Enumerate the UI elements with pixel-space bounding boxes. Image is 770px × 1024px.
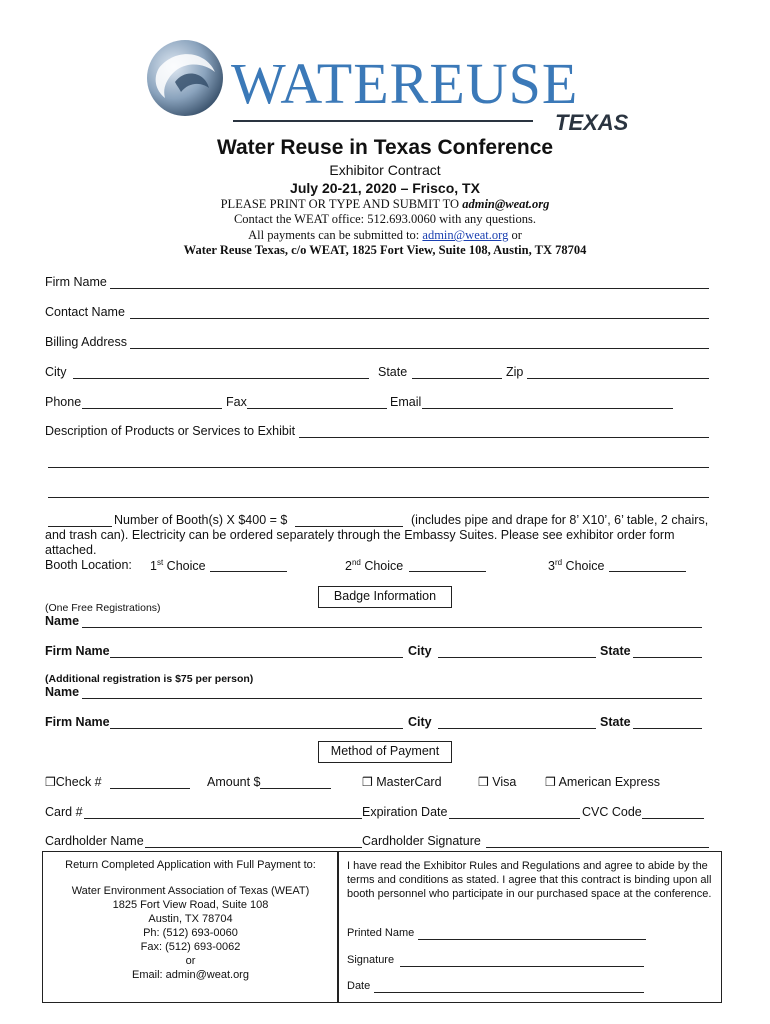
cardholder-name-label: Cardholder Name: [45, 834, 144, 848]
zip-label: Zip: [506, 365, 524, 379]
badge1-name-label: Name: [45, 614, 80, 628]
payments-suffix: or: [508, 228, 522, 242]
mailing-address: Water Reuse Texas, c/o WEAT, 1825 Fort View, Suite 108, Austin, TX 78704: [183, 243, 587, 257]
card-number-field[interactable]: [84, 818, 362, 819]
state-label: State: [378, 365, 408, 379]
contact-name-field[interactable]: [130, 318, 709, 319]
signature-label: Signature: [347, 954, 395, 966]
visa-label: Visa: [492, 775, 517, 789]
city-label: City: [45, 365, 67, 379]
logo-underline: [233, 120, 533, 122]
booth-location-label: Booth Location:: [45, 558, 132, 572]
booth-electricity-text: and trash can). Electricity can be ordered separately through the Embassy Suites. Please see exhibitor order form: [45, 528, 675, 542]
badge2-city-label: City: [408, 715, 432, 729]
return-street: 1825 Fort View Road, Suite 108: [112, 899, 269, 911]
city-field[interactable]: [73, 378, 369, 379]
cvc-label: CVC Code: [582, 805, 642, 819]
third-choice-label: [548, 558, 604, 573]
badge1-city-label: City: [408, 644, 432, 658]
third-choice-suffix: rd: [554, 558, 563, 567]
badge1-firm-field[interactable]: [110, 657, 403, 658]
signature-field[interactable]: [400, 966, 644, 967]
booth-total-field[interactable]: [295, 526, 403, 527]
logo-texas: TEXAS: [555, 110, 629, 135]
date-label: Date: [347, 980, 371, 992]
firm-name-field[interactable]: [110, 288, 709, 289]
badge1-state-field[interactable]: [633, 657, 702, 658]
first-choice-word: Choice: [163, 559, 206, 574]
second-choice-label: [345, 558, 403, 573]
checkbox-icon[interactable]: ❒: [45, 775, 56, 789]
mastercard-label: MasterCard: [376, 775, 442, 789]
first-choice-suffix: st: [156, 558, 164, 567]
return-org: Water Environment Association of Texas (WEAT): [71, 885, 310, 897]
card-number-label: Card #: [45, 805, 83, 819]
badge2-state-label: State: [600, 715, 631, 729]
badge2-city-field[interactable]: [438, 728, 596, 729]
visa-option[interactable]: [478, 775, 516, 789]
return-or: or: [185, 955, 196, 967]
badge2-name-label: Name: [45, 685, 80, 699]
agreement-box: [337, 851, 722, 1003]
badge1-firm-label: Firm Name: [45, 644, 110, 658]
booth-attached-text: attached.: [45, 543, 97, 557]
check-number-field[interactable]: [110, 788, 190, 789]
third-choice-number: 3: [548, 559, 555, 574]
cvc-field[interactable]: [642, 818, 704, 819]
return-email: Email: admin@weat.org: [132, 969, 249, 981]
water-drop-logo-icon: [145, 38, 225, 118]
state-field[interactable]: [412, 378, 502, 379]
page-title: Water Reuse in Texas Conference: [216, 136, 554, 159]
payments-line: [0, 228, 770, 243]
contact-line: Contact the WEAT office: 512.693.0060 with any questions.: [233, 212, 537, 226]
badge1-name-field[interactable]: [82, 627, 702, 628]
event-date: July 20-21, 2020 – Frisco, TX: [290, 180, 480, 196]
first-choice-field[interactable]: [210, 571, 287, 572]
second-choice-number: 2: [345, 559, 352, 574]
printed-name-label: Printed Name: [347, 927, 415, 939]
cardholder-name-field[interactable]: [145, 847, 362, 848]
agreement-text: I have read the Exhibitor Rules and Regulations and agree to abide by the terms and conditions as stated. I agree that this contract is binding upon all booth personnel who participate in our purchased space at the conference.: [347, 860, 712, 900]
contact-name-label: Contact Name: [45, 305, 125, 319]
description-label: Description of Products or Services to Exhibit: [45, 424, 296, 438]
instructions-text: PLEASE PRINT OR TYPE AND SUBMIT TO: [220, 197, 463, 211]
return-fax: Fax: (512) 693-0062: [140, 941, 241, 953]
badge2-firm-field[interactable]: [110, 728, 403, 729]
printed-name-field[interactable]: [418, 939, 646, 940]
instructions-email: admin@weat.org: [462, 197, 550, 211]
return-phone: Ph: (512) 693-0060: [143, 927, 238, 939]
description-field-2[interactable]: [48, 467, 709, 468]
cardholder-signature-field[interactable]: [486, 847, 709, 848]
second-choice-word: Choice: [360, 559, 404, 574]
checkbox-icon[interactable]: ❒: [478, 775, 489, 789]
amount-label: Amount $: [207, 775, 261, 789]
cardholder-signature-label: Cardholder Signature: [362, 834, 481, 848]
additional-registration-note: (Additional registration is $75 per person): [45, 673, 254, 685]
payments-email-link[interactable]: admin@weat.org: [422, 228, 509, 242]
submit-instructions: [0, 197, 770, 212]
billing-address-label: Billing Address: [45, 335, 127, 349]
logo: [145, 36, 630, 136]
badge2-state-field[interactable]: [633, 728, 702, 729]
third-choice-field[interactable]: [609, 571, 686, 572]
badge1-city-field[interactable]: [438, 657, 596, 658]
expiration-label: Expiration Date: [362, 805, 448, 819]
amount-field[interactable]: [260, 788, 331, 789]
return-box: [42, 851, 339, 1003]
check-option[interactable]: [45, 775, 102, 789]
badge2-name-field[interactable]: [82, 698, 702, 699]
amex-option[interactable]: [545, 775, 660, 789]
return-heading: Return Completed Application with Full Payment to:: [65, 859, 316, 871]
checkbox-icon[interactable]: ❒: [545, 775, 556, 789]
payments-text: All payments can be submitted to:: [248, 228, 423, 242]
payment-method-heading: Method of Payment: [318, 741, 452, 763]
booth-count-field[interactable]: [48, 526, 112, 527]
checkbox-icon[interactable]: ❒: [362, 775, 373, 789]
booth-includes-text: (includes pipe and drape for 8’ X10’, 6’ table, 2 chairs,: [411, 513, 709, 527]
badge1-state-label: State: [600, 644, 631, 658]
mastercard-option[interactable]: [362, 775, 442, 789]
first-choice-number: 1: [150, 559, 157, 574]
logo-wordmark: WATEREUSE: [231, 51, 579, 116]
booth-number-label: Number of Booth(s) X $400 = $: [114, 513, 288, 527]
second-choice-suffix: nd: [351, 558, 361, 567]
phone-field[interactable]: [82, 408, 222, 409]
return-city: Austin, TX 78704: [148, 913, 233, 925]
zip-field[interactable]: [527, 378, 709, 379]
second-choice-field[interactable]: [409, 571, 486, 572]
badge2-firm-label: Firm Name: [45, 715, 110, 729]
billing-address-field[interactable]: [130, 348, 709, 349]
free-registration-note: (One Free Registrations): [45, 602, 161, 614]
first-choice-label: [150, 558, 206, 573]
badge-info-heading: Badge Information: [318, 586, 452, 608]
expiration-field[interactable]: [449, 818, 580, 819]
description-field-3[interactable]: [48, 497, 709, 498]
date-field[interactable]: [374, 992, 644, 993]
page-subtitle: Exhibitor Contract: [329, 162, 441, 178]
email-label: Email: [390, 395, 422, 409]
fax-label: Fax: [226, 395, 247, 409]
amex-label: American Express: [558, 775, 660, 789]
description-field-1[interactable]: [299, 437, 709, 438]
phone-label: Phone: [45, 395, 82, 409]
firm-name-label: Firm Name: [45, 275, 107, 289]
fax-field[interactable]: [247, 408, 387, 409]
third-choice-word: Choice: [562, 559, 605, 574]
check-label: Check #: [55, 775, 102, 789]
email-field[interactable]: [422, 408, 673, 409]
